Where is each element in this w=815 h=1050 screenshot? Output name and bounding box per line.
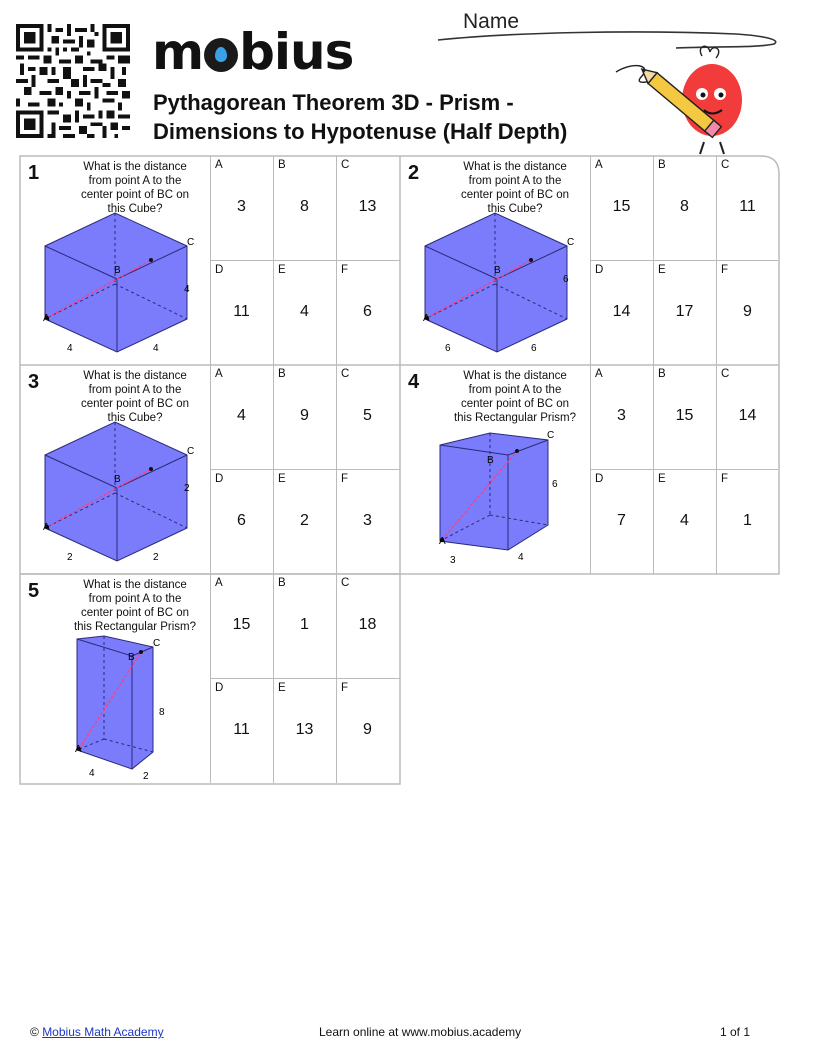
choice-letter: E	[278, 682, 286, 694]
choice-value: 7	[617, 512, 626, 529]
question-line: this Cube?	[487, 203, 543, 215]
choice-value: 11	[739, 198, 756, 215]
point-c-label: C	[187, 237, 195, 248]
name-label: Name	[463, 10, 520, 33]
choice-value: 9	[743, 303, 752, 320]
choice-value: 11	[233, 303, 250, 320]
answer-cell[interactable]	[336, 261, 398, 365]
choice-value: 13	[295, 721, 314, 738]
problem-3	[20, 365, 400, 574]
problem-1	[20, 156, 400, 365]
choice-value: 3	[237, 198, 246, 215]
point-b-label: B	[114, 265, 121, 276]
answer-cell[interactable]	[336, 365, 398, 469]
choice-value: 15	[612, 198, 631, 215]
answer-cell[interactable]	[590, 261, 652, 365]
dim-label: 3	[450, 555, 456, 566]
dim-label: 2	[153, 552, 159, 563]
choice-value: 1	[300, 616, 309, 633]
dim-label: 6	[445, 343, 451, 354]
choice-value: 14	[738, 407, 757, 424]
point-b-label: B	[494, 265, 501, 276]
answer-cell[interactable]	[590, 470, 652, 574]
point-a-label: A	[423, 313, 430, 324]
choice-value: 8	[680, 198, 689, 215]
qr-code	[16, 24, 130, 138]
choice-value: 6	[237, 512, 246, 529]
choice-letter: D	[595, 473, 604, 485]
choice-value: 4	[300, 303, 309, 320]
dim-label: 6	[552, 479, 558, 490]
question-line: What is the distance	[463, 161, 567, 173]
title-line-1: Pythagorean Theorem 3D - Prism -	[153, 90, 514, 115]
answer-cell[interactable]	[336, 156, 398, 260]
answer-cell[interactable]	[273, 261, 335, 365]
choice-value: 6	[363, 303, 372, 320]
prism-figure	[20, 574, 210, 783]
choice-value: 13	[358, 198, 377, 215]
point-a-label: A	[43, 313, 50, 324]
choice-value: 15	[232, 616, 251, 633]
academy-link[interactable]: Mobius Math Academy	[42, 1025, 164, 1039]
question-line: center point of BC on	[80, 189, 190, 201]
point-c-label: C	[567, 237, 575, 248]
answer-cell[interactable]	[210, 365, 272, 469]
dim-label: 2	[184, 483, 190, 494]
choice-letter: B	[278, 368, 286, 380]
answer-cell[interactable]	[653, 156, 715, 260]
dim-label: 4	[67, 343, 73, 354]
dim-label: 6	[531, 343, 537, 354]
choice-letter: E	[278, 473, 286, 485]
answer-cell[interactable]	[273, 574, 335, 678]
answer-cell[interactable]	[336, 679, 398, 783]
answer-cell[interactable]	[653, 261, 715, 365]
choice-value: 5	[363, 407, 372, 424]
question-line: center point of BC on	[460, 189, 570, 201]
mascot-pencil-icon	[612, 42, 742, 157]
point-c-label: C	[153, 638, 161, 649]
dim-label: 4	[89, 768, 95, 779]
choice-letter: E	[278, 264, 286, 276]
choice-letter: C	[341, 159, 350, 171]
choice-value: 11	[233, 721, 250, 738]
choice-value: 3	[363, 512, 372, 529]
dim-label: 2	[143, 771, 149, 782]
problem-number: 2	[408, 162, 420, 184]
choice-letter: D	[215, 473, 224, 485]
dim-label: 6	[563, 274, 569, 285]
question-line: center point of BC on	[80, 607, 190, 619]
choice-letter: F	[341, 473, 349, 485]
choice-value: 2	[300, 512, 309, 529]
answer-cell[interactable]	[273, 156, 335, 260]
question-line: center point of BC on	[80, 398, 190, 410]
choice-value: 18	[358, 616, 377, 633]
answer-cell[interactable]	[273, 679, 335, 783]
point-b-label: B	[114, 474, 121, 485]
choice-letter: A	[215, 159, 223, 171]
choice-letter: F	[341, 264, 349, 276]
footer-copyright	[30, 1025, 164, 1039]
dim-label: 8	[159, 707, 165, 718]
choice-letter: C	[341, 368, 350, 380]
page-title	[153, 88, 623, 146]
choice-letter: B	[658, 368, 666, 380]
choice-letter: F	[721, 473, 729, 485]
choice-value: 15	[675, 407, 694, 424]
answer-cell[interactable]	[716, 156, 778, 260]
choice-value: 4	[237, 407, 246, 424]
answer-cell[interactable]	[653, 470, 715, 574]
question-line: this Cube?	[107, 412, 163, 424]
mobius-logo	[152, 22, 353, 82]
choice-value: 14	[612, 303, 631, 320]
choice-value: 3	[617, 407, 626, 424]
title-line-2: Dimensions to Hypotenuse (Half Depth)	[153, 119, 568, 144]
choice-letter: B	[278, 159, 286, 171]
choice-value: 9	[363, 721, 372, 738]
question-line: What is the distance	[83, 370, 187, 382]
answer-cell[interactable]	[336, 574, 398, 678]
choice-value: 17	[675, 303, 694, 320]
cell-divider	[210, 469, 400, 470]
answer-cell[interactable]	[210, 470, 272, 574]
question-line: from point A to the	[468, 175, 562, 187]
choice-value: 4	[680, 512, 689, 529]
answer-cell[interactable]	[590, 156, 652, 260]
problem-2	[400, 156, 780, 365]
copyright-symbol: ©	[30, 1025, 39, 1039]
choice-value: 1	[743, 512, 752, 529]
choice-letter: A	[215, 368, 223, 380]
dim-label: 2	[67, 552, 73, 563]
prism-figure	[400, 365, 590, 574]
choice-letter: E	[658, 264, 666, 276]
answer-cell[interactable]	[653, 365, 715, 469]
question-line: from point A to the	[468, 384, 562, 396]
problem-number: 1	[28, 162, 40, 184]
question-line: center point of BC on	[460, 398, 570, 410]
point-b-label: B	[128, 652, 135, 663]
choice-letter: A	[215, 577, 223, 589]
footer-center-text: Learn online at www.mobius.academy	[319, 1025, 522, 1039]
problem-5	[20, 574, 400, 783]
point-c-label: C	[547, 430, 555, 441]
point-a-label: A	[43, 522, 50, 533]
question-line: from point A to the	[88, 593, 182, 605]
dim-label: 4	[184, 284, 190, 295]
choice-letter: C	[721, 159, 730, 171]
choice-letter: C	[721, 368, 730, 380]
question-line: from point A to the	[88, 384, 182, 396]
answer-cell[interactable]	[716, 261, 778, 365]
choice-letter: D	[215, 264, 224, 276]
answer-cell[interactable]	[273, 470, 335, 574]
problem-number: 3	[28, 371, 40, 393]
cell-divider	[590, 260, 778, 261]
cell-divider	[210, 260, 400, 261]
problem-number: 4	[408, 371, 420, 393]
cube-figure	[20, 156, 210, 365]
page-info: 1 of 1	[720, 1025, 751, 1039]
problem-number: 5	[28, 580, 40, 602]
answer-cell[interactable]	[716, 365, 778, 469]
answer-cell[interactable]	[273, 365, 335, 469]
choice-letter: F	[721, 264, 729, 276]
choice-letter: F	[341, 682, 349, 694]
choice-letter: D	[215, 682, 224, 694]
dim-label: 4	[518, 552, 524, 563]
answer-cell[interactable]	[716, 470, 778, 574]
question-line: this Cube?	[107, 203, 163, 215]
answer-cell[interactable]	[210, 574, 272, 678]
choice-letter: E	[658, 473, 666, 485]
point-a-label: A	[75, 744, 82, 755]
answer-cell[interactable]	[210, 156, 272, 260]
choice-letter: B	[658, 159, 666, 171]
choice-letter: A	[595, 159, 603, 171]
answer-cell[interactable]	[210, 261, 272, 365]
choice-letter: B	[278, 577, 286, 589]
question-line: this Rectangular Prism?	[73, 621, 197, 633]
point-b-label: B	[487, 455, 494, 466]
point-c-label: C	[187, 446, 195, 457]
cell-divider	[590, 469, 778, 470]
question-line: What is the distance	[463, 370, 567, 382]
choice-value: 9	[300, 407, 309, 424]
logo-text: m bius	[152, 23, 354, 81]
question-line: What is the distance	[83, 161, 187, 173]
answer-cell[interactable]	[590, 365, 652, 469]
answer-cell[interactable]	[210, 679, 272, 783]
question-line: What is the distance	[83, 579, 187, 591]
question-line: from point A to the	[88, 175, 182, 187]
choice-letter: D	[595, 264, 604, 276]
point-a-label: A	[439, 536, 446, 547]
logo-o-droplet-icon	[204, 38, 238, 72]
question-line: this Rectangular Prism?	[453, 412, 577, 424]
cell-divider	[210, 678, 400, 679]
cube-figure	[400, 156, 590, 365]
problem-4	[400, 365, 780, 574]
choice-value: 8	[300, 198, 309, 215]
choice-letter: C	[341, 577, 350, 589]
answer-cell[interactable]	[336, 470, 398, 574]
cube-figure	[20, 365, 210, 574]
choice-letter: A	[595, 368, 603, 380]
dim-label: 4	[153, 343, 159, 354]
